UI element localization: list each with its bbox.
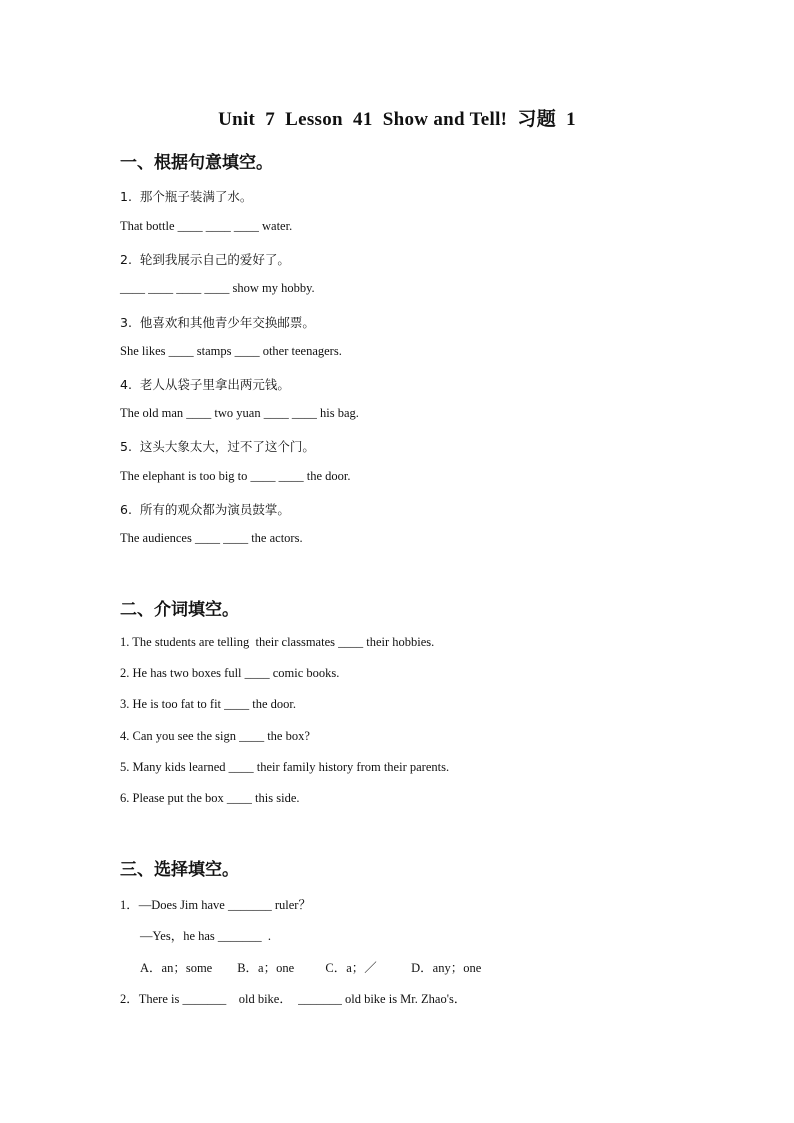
section1-item3-chinese: 3. 他喜欢和其他青少年交换邮票。 bbox=[120, 315, 315, 330]
section1-item1-chinese: 1. 那个瓶子装满了水。 bbox=[120, 189, 253, 204]
section3-q2: 2．There is _______ old bike． _______ old bike is Mr. Zhao's． bbox=[120, 992, 467, 1006]
section3-q1: 1．—Does Jim have _______ ruler？ bbox=[120, 898, 311, 912]
section1-item1-english: That bottle ____ ____ ____ water. bbox=[120, 219, 293, 233]
section3-q1-answer-line: —Yes，he has _______ . bbox=[140, 929, 272, 943]
section1-item3-english: She likes ____ stamps ____ other teenagers. bbox=[120, 344, 342, 358]
section2-item3: 3. He is too fat to fit ____ the door. bbox=[120, 697, 297, 711]
section1-item2-english: ____ ____ ____ ____ show my hobby. bbox=[120, 281, 315, 295]
section2-item1: 1. The students are telling their classmates ____ their hobbies. bbox=[120, 635, 435, 649]
section2-item2: 2. He has two boxes full ____ comic books. bbox=[120, 666, 340, 680]
section1-item6-english: The audiences ____ ____ the actors. bbox=[120, 531, 303, 545]
section3-heading: 三、选择填空。 bbox=[120, 860, 239, 880]
section1-item6-chinese: 6. 所有的观众都为演员鼓掌。 bbox=[120, 502, 290, 517]
section2-item5: 5. Many kids learned ____ their family history from their parents. bbox=[120, 760, 450, 774]
section2-heading: 二、介词填空。 bbox=[120, 600, 239, 620]
page-title: Unit 7 Lesson 41 Show and Tell! 习题 1 bbox=[218, 109, 576, 130]
section2-item6: 6. Please put the box ____ this side. bbox=[120, 791, 300, 805]
section1-item4-english: The old man ____ two yuan ____ ____ his bag. bbox=[120, 406, 359, 420]
section1-item5-chinese: 5. 这头大象太大，过不了这个门。 bbox=[120, 439, 315, 454]
section1-item2-chinese: 2. 轮到我展示自己的爱好了。 bbox=[120, 252, 290, 267]
section1-heading: 一、根据句意填空。 bbox=[120, 153, 273, 173]
section3-q1-options: A．an；some B．a；one C．a；／ D．any；one bbox=[140, 961, 482, 975]
section1-item5-english: The elephant is too big to ____ ____ the door. bbox=[120, 469, 351, 483]
section2-item4: 4. Can you see the sign ____ the box? bbox=[120, 729, 310, 743]
section1-item4-chinese: 4. 老人从袋子里拿出两元钱。 bbox=[120, 377, 290, 392]
